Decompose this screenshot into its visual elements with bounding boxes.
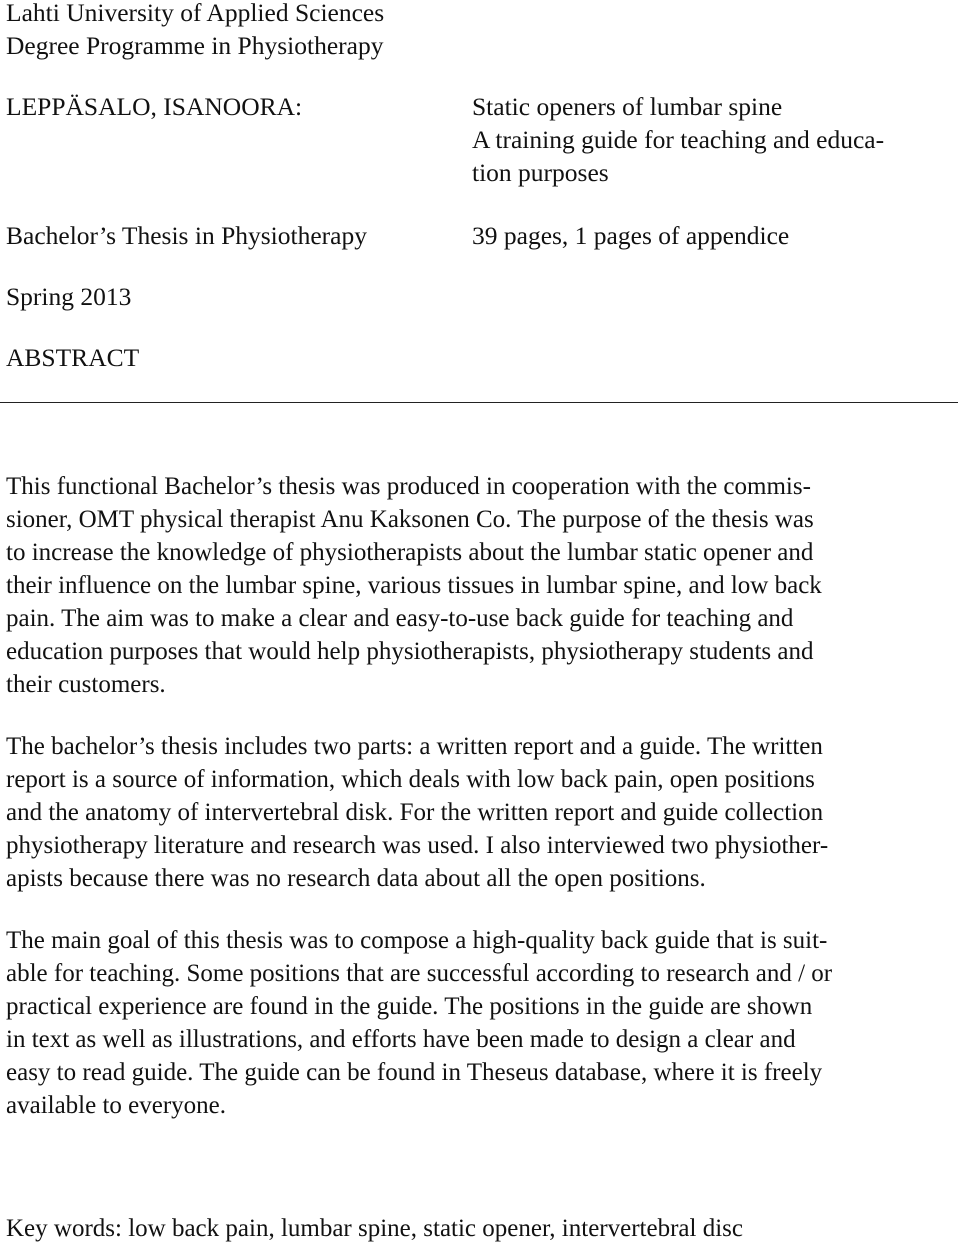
term: Spring 2013 — [6, 282, 132, 311]
keywords: Key words: low back pain, lumbar spine, static opener, intervertebral disc — [6, 1215, 743, 1242]
paragraph-line: physiotherapy literature and research was used. I also interviewed two physiother- — [6, 832, 829, 859]
thesis-title-line-3: tion purposes — [472, 158, 609, 187]
paragraph-line: easy to read guide. The guide can be found in Theseus database, where it is freely — [6, 1059, 823, 1086]
thesis-title-line-1: Static openers of lumbar spine — [472, 92, 783, 121]
paragraph-line: pain. The aim was to make a clear and easy-to-use back guide for teaching and — [6, 605, 794, 632]
degree-programme: Degree Programme in Physiotherapy — [6, 31, 384, 60]
paragraph-line: report is a source of information, which deals with low back pain, open positions — [6, 766, 815, 793]
paragraph-line: The main goal of this thesis was to compose a high-quality back guide that is suit- — [6, 927, 828, 954]
university-name: Lahti University of Applied Sciences — [6, 0, 385, 27]
paragraph-line: practical experience are found in the guide. The positions in the guide are shown — [6, 993, 813, 1020]
paragraph-line: available to everyone. — [6, 1092, 227, 1119]
paragraph-line: able for teaching. Some positions that are successful according to research and / or — [6, 960, 833, 987]
section-label: ABSTRACT — [6, 343, 140, 372]
paragraph-line: The bachelor’s thesis includes two parts: a written report and a guide. The written — [6, 733, 823, 760]
paragraph-line: their customers. — [6, 671, 166, 698]
paragraph-line: in text as well as illustrations, and efforts have been made to design a clear and — [6, 1026, 796, 1053]
paragraph-line: and the anatomy of intervertebral disk. For the written report and guide collection — [6, 799, 824, 826]
paragraph-line: sioner, OMT physical therapist Anu Kaksonen Co. The purpose of the thesis was — [6, 506, 814, 533]
thesis-type: Bachelor’s Thesis in Physiotherapy — [6, 221, 367, 250]
paragraph-line: education purposes that would help physiotherapists, physiotherapy students and — [6, 638, 814, 665]
thesis-title-line-2: A training guide for teaching and educa- — [472, 125, 885, 154]
page-count: 39 pages, 1 pages of appendice — [472, 221, 790, 250]
paragraph-line: their influence on the lumbar spine, various tissues in lumbar spine, and low back — [6, 572, 822, 599]
author-name: LEPPÄSALO, ISANOORA: — [6, 92, 303, 121]
paragraph-line: to increase the knowledge of physiotherapists about the lumbar static opener and — [6, 539, 814, 566]
paragraph-line: This functional Bachelor’s thesis was produced in cooperation with the commis- — [6, 473, 811, 500]
paragraph-line: apists because there was no research data about all the open positions. — [6, 865, 706, 892]
divider-line — [0, 402, 958, 403]
